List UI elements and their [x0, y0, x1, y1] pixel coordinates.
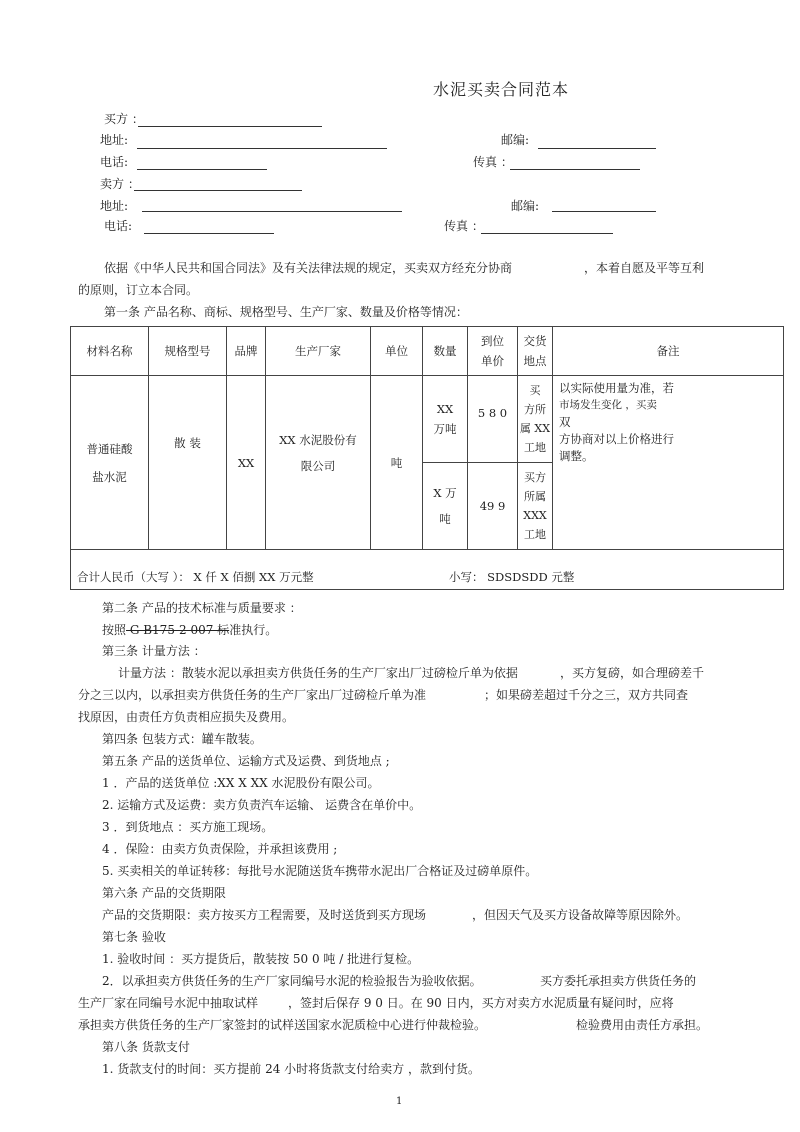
cell-price-2: 49 9: [468, 463, 518, 550]
material-line2: 盐水泥: [92, 469, 127, 484]
notes-line3: 双: [559, 415, 571, 429]
article-7-line4a: 承担卖方供货任务的生产厂家签封的试样送国家水泥质检中心进行仲裁检验。: [78, 1018, 487, 1032]
table-total-row: [71, 550, 784, 590]
qty1-line1: XX: [436, 402, 454, 416]
maker-line2: 限公司: [300, 458, 336, 473]
article-5-line1: 1 ．产品的送货单位 :XX X XX 水泥股份有限公司。: [102, 776, 380, 790]
article-5-line3: 3 ．到货地点 ：买方施工现场。: [102, 820, 274, 834]
article-5-line4: 4 ．保险：由卖方负责保险，并承担该费用 ;: [102, 842, 338, 856]
seller-fax-line: [481, 233, 613, 234]
seller-label: 卖方 ：: [100, 177, 140, 191]
cell-notes: [553, 376, 784, 550]
seller-fax-label: 传真 ：: [444, 219, 484, 233]
seller-address-label: 地址:: [100, 199, 129, 213]
page-number: 1: [396, 1096, 403, 1107]
header-place: [518, 327, 553, 376]
article-2-text: [102, 621, 277, 638]
article-6-line1b: ，但因天气及买方设备故障等原因除外。: [472, 908, 689, 922]
place2-line3: XXX: [523, 509, 547, 522]
header-material: 材料名称: [71, 327, 149, 376]
place1-line2: 方所: [524, 403, 546, 416]
article-5-heading: 第五条 产品的送货单位、运输方式及运费、到货地点 ;: [102, 754, 390, 768]
total-small: 小写： SDSDSDD 元整: [449, 570, 575, 584]
notes-line4: 方协商对以上价格进行: [559, 432, 674, 446]
article-7-line1: 1. 验收时间 ：买方提货后，散装按 50 0 吨 / 批进行复检。: [102, 952, 420, 966]
article-7-heading: 第七条 验收: [102, 930, 166, 944]
place2-line4: 工地: [524, 528, 546, 541]
article-8-heading: 第八条 货款支付: [102, 1040, 190, 1054]
cell-material: [71, 376, 149, 550]
article-3-line2b: ；如果磅差超过千分之三，双方共同查: [484, 688, 689, 702]
header-brand: 品牌: [227, 327, 266, 376]
material-line1: 普通硅酸: [86, 441, 133, 456]
article-5-line5: 5. 买卖相关的单证转移：每批号水泥随送货车携带水泥出厂合格证及过磅单原件。: [102, 864, 538, 878]
buyer-zip-label: 邮编:: [501, 133, 530, 147]
header-place-line2: 地点: [523, 354, 547, 368]
article-6-line1a: 产品的交货期限：卖方按买方工程需要，及时送货到买方现场: [102, 908, 427, 922]
header-price: [468, 327, 518, 376]
place2-line2: 所属: [524, 490, 546, 503]
article-7-line2b: 买方委托承担卖方供货任务的: [540, 974, 697, 988]
maker-line1: XX 水泥股份有: [279, 432, 357, 447]
header-price-line2: 单价: [481, 354, 504, 368]
article-3-heading: 第三条 计量方法 ：: [102, 644, 206, 658]
cell-spec: 散 装: [149, 376, 227, 550]
intro-line1b: ，本着自愿及平等互利: [584, 261, 705, 275]
cell-place-2: [518, 463, 553, 550]
article-3-line2a: 分之三以内，以承担卖方供货任务的生产厂家出厂过磅检斤单为准: [78, 688, 427, 702]
article-7-line3a: 生产厂家在同编号水泥中抽取试样: [78, 996, 259, 1010]
qty2-line1: X 万: [433, 486, 457, 500]
buyer-address-line: [137, 148, 387, 149]
article-3-line1a: 计量方法 ：散装水泥以承担卖方供货任务的生产厂家出厂过磅检斤单为依据: [118, 666, 518, 680]
cell-price-1: 5 8 0: [468, 376, 518, 463]
seller-zip-label: 邮编:: [511, 199, 540, 213]
article-8-line1: 1. 货款支付的时间：买方提前 24 小时将货款支付给卖方 ，款到付货。: [102, 1062, 480, 1076]
article-5-line2: 2. 运输方式及运费：卖方负责汽车运输、 运费含在单价中。: [102, 798, 422, 812]
article-1-heading: 第一条 产品名称、商标、规格型号、生产厂家、数量及价格等情况：: [104, 305, 468, 319]
cell-unit: 吨: [371, 376, 423, 550]
seller-phone-line: [144, 233, 274, 234]
seller-address-line: [142, 211, 402, 212]
buyer-address-label: 地址:: [100, 133, 129, 147]
place1-line4: 工地: [524, 441, 546, 454]
seller-zip-line: [552, 211, 656, 212]
buyer-phone-line: [137, 169, 267, 170]
header-spec: 规格型号: [149, 327, 227, 376]
buyer-zip-line: [538, 148, 656, 149]
header-price-line1: 到位: [481, 334, 504, 348]
article-3-line3: 找原因，由责任方负责相应损失及费用。: [78, 710, 295, 724]
qty2-line2: 吨: [439, 512, 451, 526]
seller-name-line: [134, 190, 302, 191]
seller-phone-label: 电话:: [104, 219, 133, 233]
notes-line1: 以实际使用量为准，若: [559, 381, 674, 395]
header-unit: 单位: [371, 327, 423, 376]
cell-qty-2: [423, 463, 468, 550]
article-6-heading: 第六条 产品的交货期限: [102, 886, 226, 900]
article-7-line2a: 2．以承担卖方供货任务的生产厂家同编号水泥的检验报告为验收依据。: [102, 974, 482, 988]
cell-brand: XX: [227, 376, 266, 550]
buyer-label: 买方 ：: [104, 112, 144, 126]
intro-line1a: 依据《中华人民共和国合同法》及有关法律法规的规定，买卖双方经充分协商: [104, 261, 513, 275]
qty1-line2: 万吨: [433, 422, 457, 436]
place2-line1: 买方: [524, 471, 546, 484]
article-3-line1b: ，买方复磅，如合理磅差千: [560, 666, 705, 680]
cell-maker: [266, 376, 371, 550]
article-7-line4b: 检验费用由责任方承担。: [576, 1018, 709, 1032]
cell-total: [71, 550, 784, 590]
notes-line5: 调整。: [559, 449, 594, 463]
header-place-line1: 交货: [523, 334, 547, 348]
header-notes: 备注: [553, 327, 784, 376]
product-table: [70, 326, 784, 590]
article-2-standard-code: G B175-2 007 标: [126, 623, 230, 637]
cell-qty-1: [423, 376, 468, 463]
cell-place-1: [518, 376, 553, 463]
page-title: 水泥买卖合同范本: [433, 80, 570, 99]
table-row: [71, 376, 784, 463]
buyer-fax-line: [510, 169, 640, 170]
article-2-pre: 按照: [102, 623, 127, 637]
total-uppercase: 合计人民币（大写 ）： X 仟 X 佰捌 XX 万元整: [77, 570, 314, 584]
intro-line2: 的原则，订立本合同。: [78, 283, 199, 297]
buyer-name-line: [138, 126, 322, 127]
notes-line2: 市场发生变化 ，买卖: [559, 399, 657, 411]
header-maker: 生产厂家: [266, 327, 371, 376]
header-qty: 数量: [423, 327, 468, 376]
table-header-row: [71, 327, 784, 376]
article-4: 第四条 包装方式：罐车散装。: [102, 732, 262, 746]
place1-line1: 买: [529, 384, 541, 397]
buyer-phone-label: 电话:: [100, 155, 129, 169]
buyer-fax-label: 传真 ：: [473, 155, 513, 169]
article-2-heading: 第二条 产品的技术标准与质量要求 ：: [102, 601, 302, 615]
article-7-line3b: ，签封后保存 9 0 日。在 90 日内，买方对卖方水泥质量有疑问时，应将: [288, 996, 674, 1010]
place1-line3: 属 XX: [519, 422, 551, 435]
article-2-post: 准执行。: [229, 623, 278, 637]
